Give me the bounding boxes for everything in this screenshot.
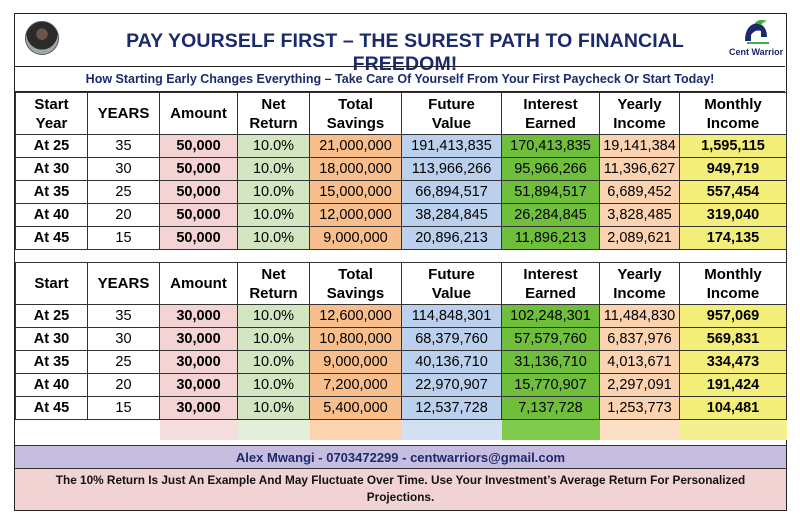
cell-years: 15 — [88, 397, 160, 420]
cell-monthly-income: 949,719 — [680, 158, 787, 181]
cell-amount: 30,000 — [160, 305, 238, 328]
header — [15, 14, 785, 75]
cell-future-value: 66,894,517 — [402, 181, 502, 204]
cell-monthly-income: 957,069 — [680, 305, 787, 328]
cell-net-return: 10.0% — [238, 305, 310, 328]
cell-amount: 30,000 — [160, 351, 238, 374]
cell-interest-earned: 31,136,710 — [502, 351, 600, 374]
header-text: Income — [613, 114, 666, 132]
poster-frame — [14, 13, 787, 511]
table-header-row — [16, 263, 787, 305]
cell-interest-earned: 95,966,266 — [502, 158, 600, 181]
cell-start-year: At 30 — [16, 328, 88, 351]
column-header-future-value — [402, 263, 502, 305]
cell-years: 25 — [88, 351, 160, 374]
header-text: Return — [249, 284, 298, 302]
cell-future-value: 12,537,728 — [402, 397, 502, 420]
header-text: Value — [431, 114, 472, 132]
cell-interest-earned: 102,248,301 — [502, 305, 600, 328]
cell-yearly-income: 11,396,627 — [600, 158, 680, 181]
column-header-net-return — [238, 93, 310, 135]
cell-interest-earned: 51,894,517 — [502, 181, 600, 204]
column-header-interest-earned — [502, 93, 600, 135]
header-text: Future — [428, 95, 475, 113]
table-row — [16, 135, 787, 158]
table-row — [16, 328, 787, 351]
spacer-cell — [88, 420, 160, 440]
spacer-row — [16, 420, 787, 440]
spacer-cell — [402, 420, 502, 440]
column-header-monthly-income — [680, 93, 787, 135]
spacer-cell — [16, 420, 88, 440]
header-text: Amount — [170, 105, 227, 122]
cell-total-savings: 9,000,000 — [310, 351, 402, 374]
cell-years: 30 — [88, 328, 160, 351]
spacer-cell — [310, 420, 402, 440]
cell-years: 15 — [88, 227, 160, 250]
cell-interest-earned: 26,284,845 — [502, 204, 600, 227]
cell-years: 30 — [88, 158, 160, 181]
table-row — [16, 181, 787, 204]
table-header-row — [16, 93, 787, 135]
column-header-yearly-income — [600, 263, 680, 305]
table-row — [16, 397, 787, 420]
author-avatar — [25, 21, 59, 55]
column-header-start-year — [16, 263, 88, 305]
cell-years: 35 — [88, 305, 160, 328]
cell-total-savings: 12,000,000 — [310, 204, 402, 227]
column-header-total-savings — [310, 93, 402, 135]
header-text: Value — [431, 284, 472, 302]
column-header-net-return — [238, 263, 310, 305]
subtitle: How Starting Early Changes Everything – Take Care Of Yourself From Your First Paycheck Or Start Today! — [15, 66, 785, 92]
header-text: Net — [261, 95, 286, 113]
header-text: YEARS — [97, 105, 150, 122]
column-header-future-value — [402, 93, 502, 135]
header-text: Monthly — [704, 95, 762, 113]
header-text: Amount — [170, 275, 227, 292]
cell-start-year: At 25 — [16, 135, 88, 158]
cell-yearly-income: 3,828,485 — [600, 204, 680, 227]
table-row — [16, 158, 787, 181]
cell-net-return: 10.0% — [238, 181, 310, 204]
cell-amount: 30,000 — [160, 374, 238, 397]
cell-future-value: 40,136,710 — [402, 351, 502, 374]
table-row — [16, 227, 787, 250]
cell-interest-earned: 170,413,835 — [502, 135, 600, 158]
header-text: YEARS — [97, 275, 150, 292]
header-text: Return — [249, 114, 298, 132]
cell-monthly-income: 569,831 — [680, 328, 787, 351]
cell-net-return: 10.0% — [238, 397, 310, 420]
cell-monthly-income: 319,040 — [680, 204, 787, 227]
cell-start-year: At 45 — [16, 397, 88, 420]
cell-net-return: 10.0% — [238, 374, 310, 397]
contact-bar: Alex Mwangi - 0703472299 - centwarriors@gmail.com — [15, 445, 786, 469]
cell-total-savings: 5,400,000 — [310, 397, 402, 420]
cell-net-return: 10.0% — [238, 204, 310, 227]
header-text: Future — [428, 265, 475, 283]
cell-start-year: At 25 — [16, 305, 88, 328]
cell-net-return: 10.0% — [238, 351, 310, 374]
cell-future-value: 20,896,213 — [402, 227, 502, 250]
spacer-cell — [502, 420, 600, 440]
cell-amount: 50,000 — [160, 135, 238, 158]
header-text: Total — [338, 95, 373, 113]
header-text: Year — [35, 114, 68, 132]
cell-monthly-income: 104,481 — [680, 397, 787, 420]
spacer-cell — [160, 420, 238, 440]
cell-start-year: At 40 — [16, 204, 88, 227]
cell-future-value: 191,413,835 — [402, 135, 502, 158]
column-header-interest-earned — [502, 263, 600, 305]
cell-yearly-income: 6,689,452 — [600, 181, 680, 204]
header-text: Income — [706, 284, 760, 302]
cell-future-value: 38,284,845 — [402, 204, 502, 227]
savings-table-50000 — [15, 92, 787, 250]
cell-future-value: 68,379,760 — [402, 328, 502, 351]
cell-total-savings: 7,200,000 — [310, 374, 402, 397]
cell-start-year: At 45 — [16, 227, 88, 250]
cell-total-savings: 12,600,000 — [310, 305, 402, 328]
cell-yearly-income: 1,253,773 — [600, 397, 680, 420]
cell-future-value: 113,966,266 — [402, 158, 502, 181]
cell-yearly-income: 2,089,621 — [600, 227, 680, 250]
cell-net-return: 10.0% — [238, 328, 310, 351]
cell-interest-earned: 7,137,728 — [502, 397, 600, 420]
cent-warrior-logo — [729, 19, 784, 63]
cell-monthly-income: 174,135 — [680, 227, 787, 250]
cell-amount: 50,000 — [160, 227, 238, 250]
cell-monthly-income: 557,454 — [680, 181, 787, 204]
header-text: Income — [706, 114, 760, 132]
cell-future-value: 114,848,301 — [402, 305, 502, 328]
column-header-years — [88, 263, 160, 305]
cell-yearly-income: 19,141,384 — [600, 135, 680, 158]
column-header-start-year — [16, 93, 88, 135]
disclaimer-note: The 10% Return Is Just An Example And May Fluctuate Over Time. Use Your Investment’s Average Return For Personalized Projections. — [15, 469, 786, 510]
column-header-monthly-income — [680, 263, 787, 305]
warrior-helmet-icon — [741, 19, 771, 45]
cell-amount: 30,000 — [160, 328, 238, 351]
column-header-amount — [160, 93, 238, 135]
header-text: Total — [338, 265, 373, 283]
cell-total-savings: 10,800,000 — [310, 328, 402, 351]
cell-yearly-income: 2,297,091 — [600, 374, 680, 397]
cell-amount: 50,000 — [160, 158, 238, 181]
cell-years: 25 — [88, 181, 160, 204]
header-text: Income — [613, 284, 666, 302]
header-text: Savings — [326, 114, 385, 132]
cell-future-value: 22,970,907 — [402, 374, 502, 397]
header-text: Start — [34, 275, 69, 292]
cell-total-savings: 18,000,000 — [310, 158, 402, 181]
cell-interest-earned: 11,896,213 — [502, 227, 600, 250]
page-title: PAY YOURSELF FIRST – THE SUREST PATH TO FINANCIAL FREEDOM! — [126, 30, 684, 75]
cell-total-savings: 9,000,000 — [310, 227, 402, 250]
cell-amount: 50,000 — [160, 204, 238, 227]
column-header-years — [88, 93, 160, 135]
spacer-cell — [680, 420, 787, 440]
header-text: Net — [261, 265, 286, 283]
cell-net-return: 10.0% — [238, 158, 310, 181]
header-text: Yearly — [617, 95, 662, 113]
header-text: Savings — [326, 284, 385, 302]
table-row — [16, 204, 787, 227]
header-text: Monthly — [704, 265, 762, 283]
cell-yearly-income: 11,484,830 — [600, 305, 680, 328]
cell-monthly-income: 1,595,115 — [680, 135, 787, 158]
table-row — [16, 374, 787, 397]
cell-years: 35 — [88, 135, 160, 158]
cell-start-year: At 40 — [16, 374, 88, 397]
savings-table-30000 — [15, 262, 787, 440]
cell-years: 20 — [88, 204, 160, 227]
cell-amount: 30,000 — [160, 397, 238, 420]
spacer-cell — [238, 420, 310, 440]
cell-interest-earned: 15,770,907 — [502, 374, 600, 397]
cell-start-year: At 35 — [16, 351, 88, 374]
cell-total-savings: 15,000,000 — [310, 181, 402, 204]
table-row — [16, 351, 787, 374]
cell-yearly-income: 4,013,671 — [600, 351, 680, 374]
column-header-yearly-income — [600, 93, 680, 135]
cell-start-year: At 35 — [16, 181, 88, 204]
cell-amount: 50,000 — [160, 181, 238, 204]
spacer-cell — [600, 420, 680, 440]
cell-monthly-income: 191,424 — [680, 374, 787, 397]
cell-monthly-income: 334,473 — [680, 351, 787, 374]
header-text: Earned — [525, 114, 576, 132]
cell-net-return: 10.0% — [238, 135, 310, 158]
cell-net-return: 10.0% — [238, 227, 310, 250]
logo-text: Cent Warrior — [729, 47, 784, 57]
header-text: Start — [34, 95, 69, 113]
cell-start-year: At 30 — [16, 158, 88, 181]
column-header-amount — [160, 263, 238, 305]
cell-years: 20 — [88, 374, 160, 397]
header-text: Earned — [525, 284, 576, 302]
cell-interest-earned: 57,579,760 — [502, 328, 600, 351]
column-header-total-savings — [310, 263, 402, 305]
header-text: Interest — [523, 95, 578, 113]
table-row — [16, 305, 787, 328]
header-text: Interest — [523, 265, 578, 283]
header-text: Yearly — [617, 265, 662, 283]
cell-total-savings: 21,000,000 — [310, 135, 402, 158]
cell-yearly-income: 6,837,976 — [600, 328, 680, 351]
